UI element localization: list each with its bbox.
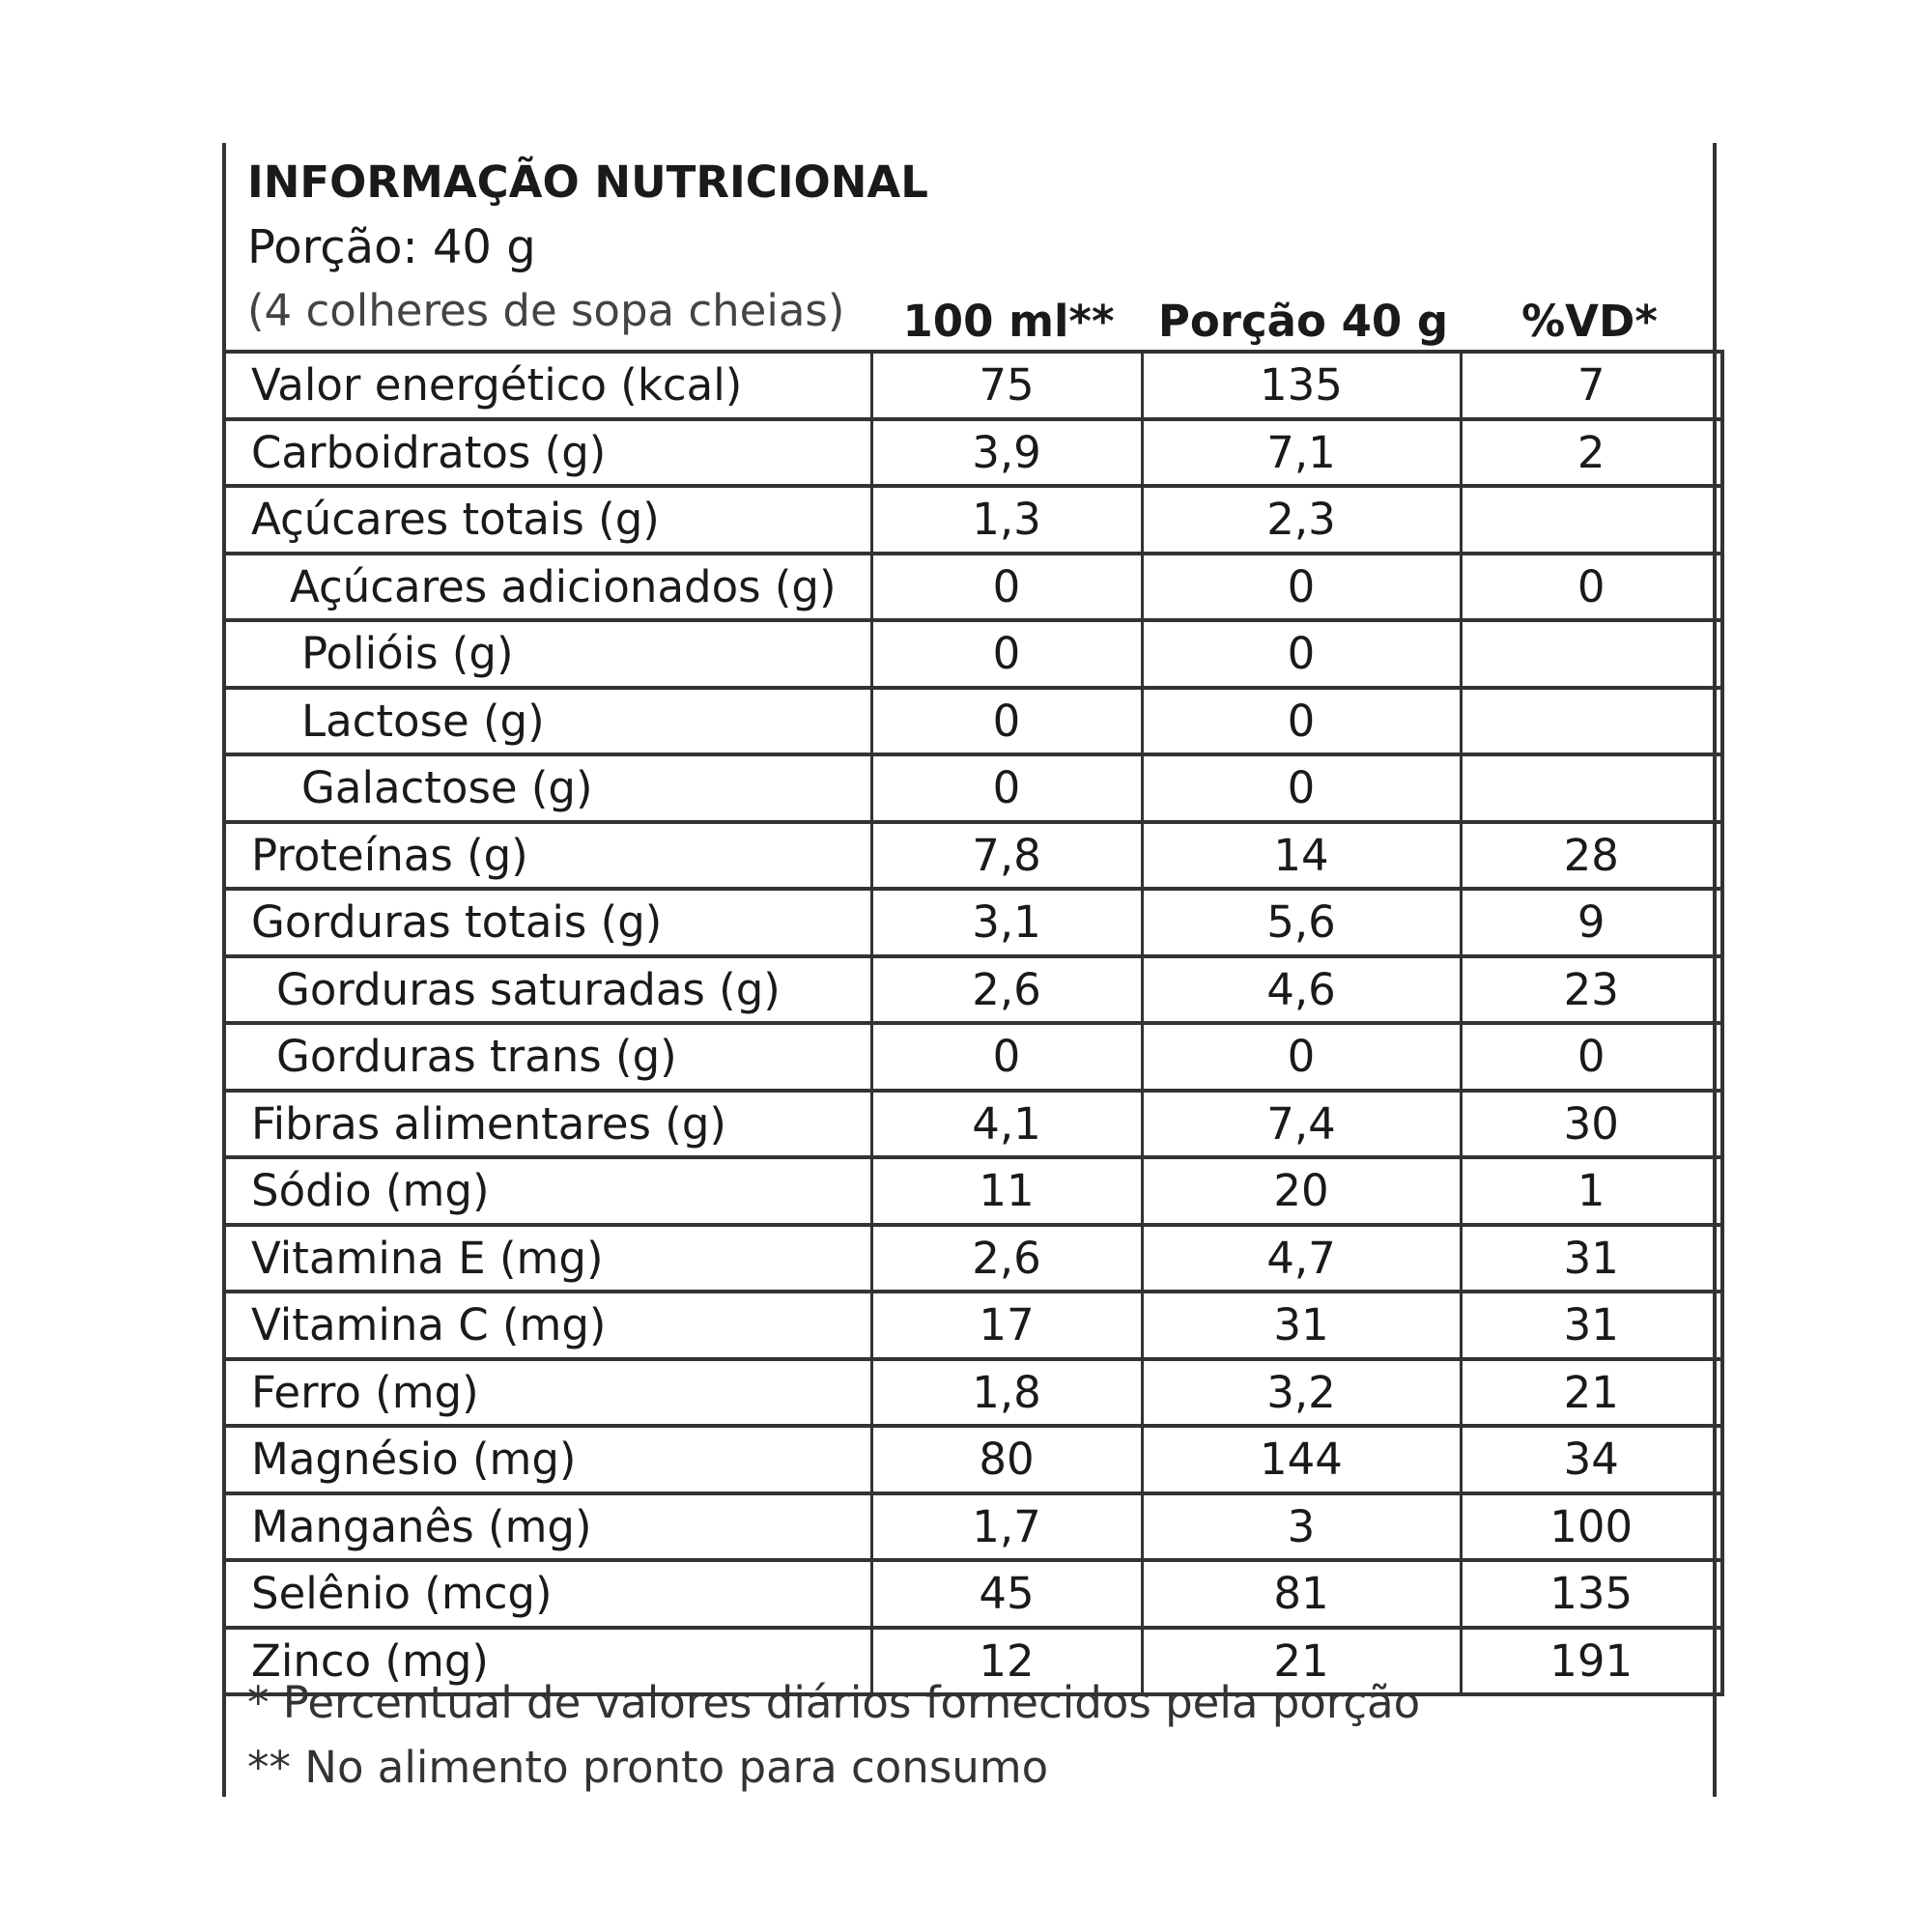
value-per-100ml: 1,3 [871,486,1142,554]
value-daily-percent [1461,486,1722,554]
table-row [224,1560,1722,1628]
value-per-100ml: 75 [871,352,1142,419]
value-per-100ml: 0 [871,754,1142,822]
value-daily-percent [1461,754,1722,822]
portion-size: Porção: 40 g [247,220,536,274]
value-daily-percent: 100 [1461,1493,1722,1561]
nutrient-name: Manganês (mg) [224,1493,871,1561]
nutrient-name: Selênio (mcg) [224,1560,871,1628]
value-per-100ml: 11 [871,1157,1142,1225]
table-row [224,419,1722,487]
value-daily-percent: 31 [1461,1292,1722,1359]
value-per-portion: 5,6 [1142,889,1461,956]
value-daily-percent: 0 [1461,554,1722,621]
nutrient-name: Açúcares adicionados (g) [224,554,871,621]
value-per-portion: 81 [1142,1560,1461,1628]
value-per-100ml: 3,9 [871,419,1142,487]
value-per-portion: 0 [1142,688,1461,755]
value-per-100ml: 45 [871,1560,1142,1628]
value-per-portion: 31 [1142,1292,1461,1359]
value-daily-percent: 2 [1461,419,1722,487]
value-daily-percent: 21 [1461,1359,1722,1427]
value-per-100ml: 2,6 [871,956,1142,1024]
value-daily-percent: 0 [1461,1023,1722,1091]
portion-measure: (4 colheres de sopa cheias) [247,285,845,336]
value-daily-percent: 135 [1461,1560,1722,1628]
table-row [224,956,1722,1024]
value-daily-percent [1461,688,1722,755]
nutrient-name: Gorduras saturadas (g) [224,956,871,1024]
table-row [224,822,1722,890]
value-per-100ml: 7,8 [871,822,1142,890]
table-row [224,1023,1722,1091]
table-row [224,1157,1722,1225]
nutrient-name: Magnésio (mg) [224,1426,871,1493]
footnote-daily-value: * Percentual de valores diários fornecidos pela porção [247,1677,1421,1728]
table-row [224,352,1722,419]
value-per-portion: 3 [1142,1493,1461,1561]
column-header-daily-value: %VD* [1521,296,1658,347]
value-per-portion: 0 [1142,620,1461,688]
table-row [224,754,1722,822]
value-per-portion: 20 [1142,1157,1461,1225]
value-per-100ml: 1,7 [871,1493,1142,1561]
table-row [224,1292,1722,1359]
nutrition-table [222,350,1724,1696]
value-daily-percent [1461,620,1722,688]
table-row [224,1225,1722,1293]
value-per-portion: 4,7 [1142,1225,1461,1293]
value-daily-percent: 7 [1461,352,1722,419]
nutrient-name: Ferro (mg) [224,1359,871,1427]
value-per-portion: 0 [1142,754,1461,822]
value-per-portion: 2,3 [1142,486,1461,554]
value-per-portion: 0 [1142,554,1461,621]
value-per-100ml: 1,8 [871,1359,1142,1427]
column-header-per-portion: Porção 40 g [1157,296,1449,347]
value-daily-percent: 34 [1461,1426,1722,1493]
label-title: INFORMAÇÃO NUTRICIONAL [247,156,928,208]
value-per-portion: 21 [1142,1628,1461,1695]
nutrient-name: Valor energético (kcal) [224,352,871,419]
nutrient-name: Gorduras trans (g) [224,1023,871,1091]
table-row [224,486,1722,554]
nutrition-facts-label [222,143,1717,1797]
nutrient-name: Vitamina C (mg) [224,1292,871,1359]
value-daily-percent: 30 [1461,1091,1722,1158]
nutrition-table-body [224,352,1722,1694]
value-per-100ml: 0 [871,688,1142,755]
value-per-portion: 135 [1142,352,1461,419]
table-row [224,688,1722,755]
value-per-portion: 7,4 [1142,1091,1461,1158]
nutrient-name: Zinco (mg) [224,1628,871,1695]
table-row [224,1426,1722,1493]
value-per-portion: 144 [1142,1426,1461,1493]
nutrient-name: Carboidratos (g) [224,419,871,487]
value-per-100ml: 12 [871,1628,1142,1695]
value-per-100ml: 0 [871,1023,1142,1091]
value-per-portion: 14 [1142,822,1461,890]
value-per-portion: 3,2 [1142,1359,1461,1427]
nutrient-name: Açúcares totais (g) [224,486,871,554]
table-row [224,889,1722,956]
value-daily-percent: 23 [1461,956,1722,1024]
nutrient-name: Lactose (g) [224,688,871,755]
nutrient-name: Gorduras totais (g) [224,889,871,956]
nutrient-name: Polióis (g) [224,620,871,688]
table-row [224,1493,1722,1561]
value-daily-percent: 1 [1461,1157,1722,1225]
table-row [224,1091,1722,1158]
value-per-100ml: 80 [871,1426,1142,1493]
nutrient-name: Galactose (g) [224,754,871,822]
value-per-100ml: 0 [871,620,1142,688]
table-row [224,620,1722,688]
value-per-100ml: 4,1 [871,1091,1142,1158]
nutrient-name: Vitamina E (mg) [224,1225,871,1293]
value-daily-percent: 31 [1461,1225,1722,1293]
table-row [224,554,1722,621]
value-per-100ml: 2,6 [871,1225,1142,1293]
nutrient-name: Proteínas (g) [224,822,871,890]
value-per-portion: 0 [1142,1023,1461,1091]
footnote-ready-to-eat: ** No alimento pronto para consumo [247,1742,1049,1793]
value-per-portion: 4,6 [1142,956,1461,1024]
nutrient-name: Sódio (mg) [224,1157,871,1225]
table-row [224,1359,1722,1427]
value-daily-percent: 191 [1461,1628,1722,1695]
nutrient-name: Fibras alimentares (g) [224,1091,871,1158]
value-daily-percent: 9 [1461,889,1722,956]
value-per-100ml: 3,1 [871,889,1142,956]
value-daily-percent: 28 [1461,822,1722,890]
column-header-per-100ml: 100 ml** [902,296,1115,347]
value-per-100ml: 17 [871,1292,1142,1359]
value-per-portion: 7,1 [1142,419,1461,487]
value-per-100ml: 0 [871,554,1142,621]
